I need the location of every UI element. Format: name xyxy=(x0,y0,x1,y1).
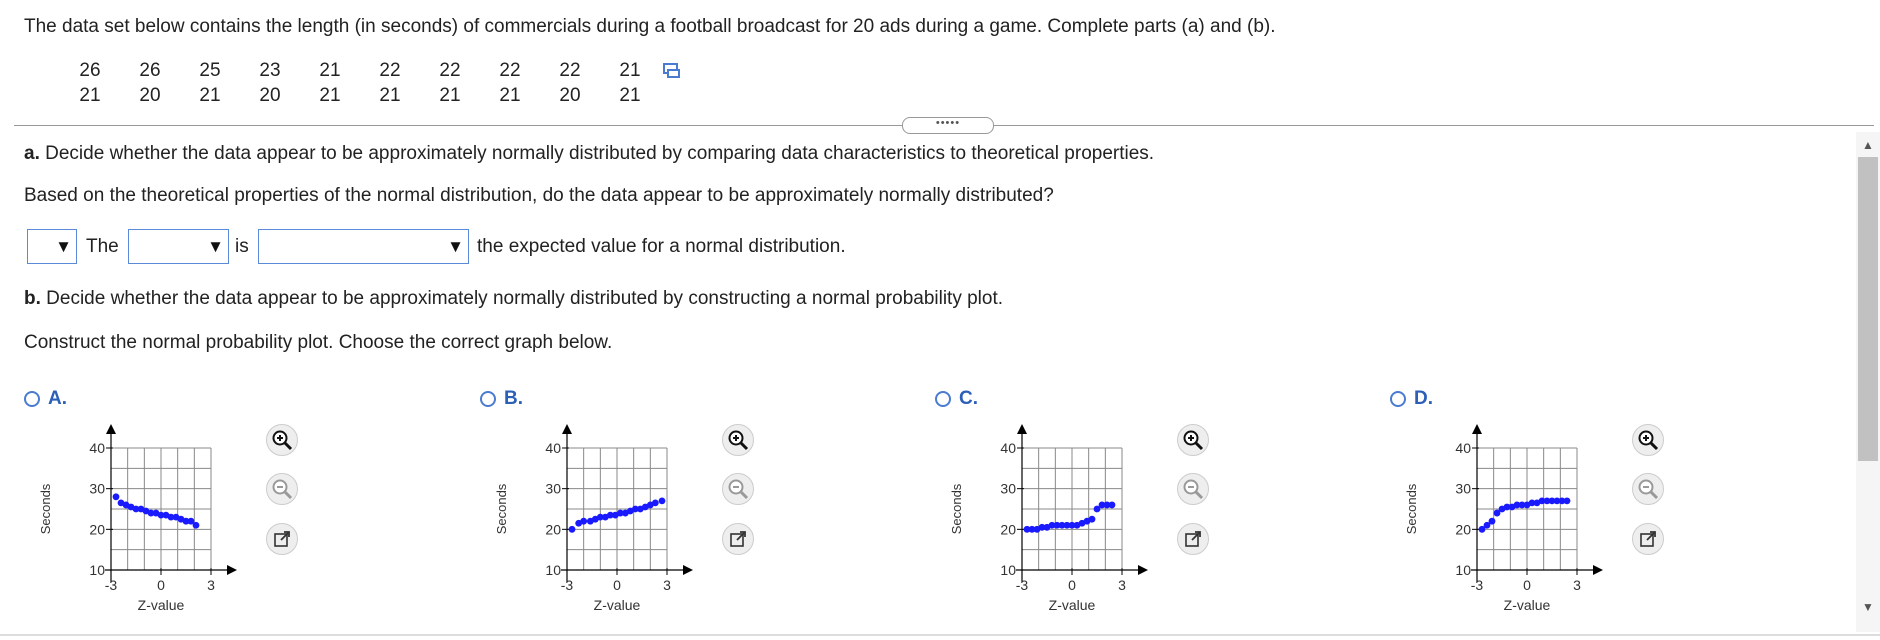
option-d[interactable] xyxy=(1390,388,1433,410)
data-cell: 22 xyxy=(379,59,401,81)
part-b-prompt: Construct the normal probability plot. Choose the correct graph below. xyxy=(24,332,613,353)
data-point xyxy=(113,493,120,500)
data-table xyxy=(60,58,660,108)
data-cell: 21 xyxy=(199,84,221,106)
x-tick-label: 3 xyxy=(1573,577,1581,593)
option-b[interactable] xyxy=(480,388,523,410)
y-tick-label: 10 xyxy=(545,562,561,578)
label-expected-value: the expected value for a normal distribution. xyxy=(477,236,846,257)
radio-button[interactable] xyxy=(1390,391,1406,407)
label-is: is xyxy=(235,236,249,257)
graph-c xyxy=(935,420,1155,620)
y-tick-label: 40 xyxy=(1455,440,1471,456)
data-cell: 26 xyxy=(139,59,161,81)
y-tick-label: 40 xyxy=(89,440,105,456)
zoom-in-icon[interactable] xyxy=(722,424,754,456)
option-letter: A. xyxy=(48,388,67,409)
scrollbar-thumb[interactable] xyxy=(1858,157,1878,461)
radio-button[interactable] xyxy=(480,391,496,407)
y-tick-label: 40 xyxy=(545,440,561,456)
x-axis-label: Z-value xyxy=(593,597,641,613)
part-a-instruction: a. Decide whether the data appear to be approximately normally distributed by comparing data characteristics to theoretical properties. xyxy=(24,143,1155,164)
normal-probability-plot xyxy=(1390,420,1610,615)
x-axis-arrow xyxy=(1593,565,1603,575)
data-point xyxy=(569,526,576,533)
data-cell: 26 xyxy=(79,59,101,81)
data-cell: 22 xyxy=(559,59,581,81)
data-cell: 21 xyxy=(499,84,521,106)
y-axis-arrow xyxy=(1472,424,1482,434)
y-axis-arrow xyxy=(106,424,116,434)
data-row xyxy=(60,83,660,108)
graph-a xyxy=(24,420,244,620)
graph-b xyxy=(480,420,700,620)
option-a[interactable] xyxy=(24,388,67,410)
scroll-up-arrow[interactable]: ▲ xyxy=(1862,138,1874,152)
x-tick-label: 3 xyxy=(207,577,215,593)
zoom-out-icon[interactable] xyxy=(1177,473,1209,505)
label-the: The xyxy=(86,236,119,257)
data-cell: 20 xyxy=(259,84,281,106)
graph-d xyxy=(1390,420,1610,620)
data-cell: 23 xyxy=(259,59,281,81)
data-cell: 21 xyxy=(379,84,401,106)
x-tick-label: 0 xyxy=(1068,577,1076,593)
data-point xyxy=(652,500,659,507)
x-axis-arrow xyxy=(1138,565,1148,575)
data-cell: 20 xyxy=(559,84,581,106)
data-point xyxy=(659,497,666,504)
x-tick-label: 0 xyxy=(1523,577,1531,593)
data-cell: 21 xyxy=(439,84,461,106)
y-axis-arrow xyxy=(562,424,572,434)
dropdown-comparison[interactable]: ▼ xyxy=(258,229,469,264)
part-b-instruction: b. Decide whether the data appear to be approximately normally distributed by constructing a normal probability plot. xyxy=(24,288,1004,309)
x-tick-label: 0 xyxy=(157,577,165,593)
data-point xyxy=(1089,516,1096,523)
normal-probability-plot xyxy=(935,420,1155,615)
data-cell: 22 xyxy=(439,59,461,81)
data-cell: 25 xyxy=(199,59,221,81)
expand-handle[interactable]: ••••• xyxy=(902,117,994,134)
data-cell: 21 xyxy=(79,84,101,106)
copy-data-icon[interactable] xyxy=(663,62,681,80)
open-external-icon[interactable] xyxy=(1177,523,1209,555)
scroll-down-arrow[interactable]: ▼ xyxy=(1862,600,1874,614)
x-tick-label: 0 xyxy=(613,577,621,593)
zoom-in-icon[interactable] xyxy=(266,424,298,456)
data-point xyxy=(193,522,200,529)
x-axis-arrow xyxy=(227,565,237,575)
bottom-border xyxy=(0,634,1880,636)
x-tick-label: 3 xyxy=(1118,577,1126,593)
y-tick-label: 20 xyxy=(545,521,561,538)
x-axis-label: Z-value xyxy=(1503,597,1551,613)
data-cell: 21 xyxy=(619,84,641,106)
y-axis-arrow xyxy=(1017,424,1027,434)
zoom-in-icon[interactable] xyxy=(1177,424,1209,456)
data-point xyxy=(580,518,587,525)
dropdown-yes-no[interactable]: ▼ xyxy=(27,229,77,264)
data-row xyxy=(60,58,660,83)
normal-probability-plot xyxy=(480,420,700,615)
x-tick-label: -3 xyxy=(1470,577,1484,593)
open-external-icon[interactable] xyxy=(722,523,754,555)
x-tick-label: 3 xyxy=(663,577,671,593)
problem-intro: The data set below contains the length (in seconds) of commercials during a football broadcast for 20 ads during a game. Complete parts (a) and (b). xyxy=(24,16,1276,37)
data-cell: 21 xyxy=(319,84,341,106)
data-cell: 21 xyxy=(619,59,641,81)
y-tick-label: 20 xyxy=(89,521,105,538)
y-tick-label: 30 xyxy=(1455,480,1471,497)
option-letter: B. xyxy=(504,388,523,409)
dropdown-statistic[interactable]: ▼ xyxy=(128,229,229,264)
zoom-out-icon[interactable] xyxy=(722,473,754,505)
normal-probability-plot xyxy=(24,420,244,615)
y-tick-label: 10 xyxy=(1000,562,1016,578)
x-tick-label: -3 xyxy=(560,577,574,593)
y-tick-label: 10 xyxy=(1455,562,1471,578)
zoom-out-icon[interactable] xyxy=(266,473,298,505)
y-axis-label: Seconds xyxy=(949,483,964,535)
open-external-icon[interactable] xyxy=(266,523,298,555)
y-tick-label: 20 xyxy=(1455,521,1471,538)
x-tick-label: -3 xyxy=(1015,577,1029,593)
y-axis-label: Seconds xyxy=(38,483,53,535)
data-point xyxy=(1489,518,1496,525)
part-a-question: Based on the theoretical properties of the normal distribution, do the data appear to be approximately normally distributed? xyxy=(24,185,1054,206)
radio-button[interactable] xyxy=(24,391,40,407)
data-point xyxy=(1109,502,1116,509)
zoom-in-icon[interactable] xyxy=(1632,424,1664,456)
y-tick-label: 20 xyxy=(1000,521,1016,538)
zoom-out-icon[interactable] xyxy=(1632,473,1664,505)
y-tick-label: 30 xyxy=(89,480,105,497)
x-axis-label: Z-value xyxy=(137,597,185,613)
y-tick-label: 30 xyxy=(1000,480,1016,497)
x-axis-arrow xyxy=(683,565,693,575)
data-cell: 20 xyxy=(139,84,161,106)
y-axis-label: Seconds xyxy=(1404,483,1419,535)
y-tick-label: 30 xyxy=(545,480,561,497)
data-point xyxy=(1564,497,1571,504)
y-tick-label: 10 xyxy=(89,562,105,578)
data-cell: 22 xyxy=(499,59,521,81)
data-cell: 21 xyxy=(319,59,341,81)
open-external-icon[interactable] xyxy=(1632,523,1664,555)
y-axis-label: Seconds xyxy=(494,483,509,535)
x-tick-label: -3 xyxy=(104,577,118,593)
option-c[interactable] xyxy=(935,388,978,410)
option-letter: C. xyxy=(959,388,978,409)
option-letter: D. xyxy=(1414,388,1433,409)
radio-button[interactable] xyxy=(935,391,951,407)
y-tick-label: 40 xyxy=(1000,440,1016,456)
x-axis-label: Z-value xyxy=(1048,597,1096,613)
